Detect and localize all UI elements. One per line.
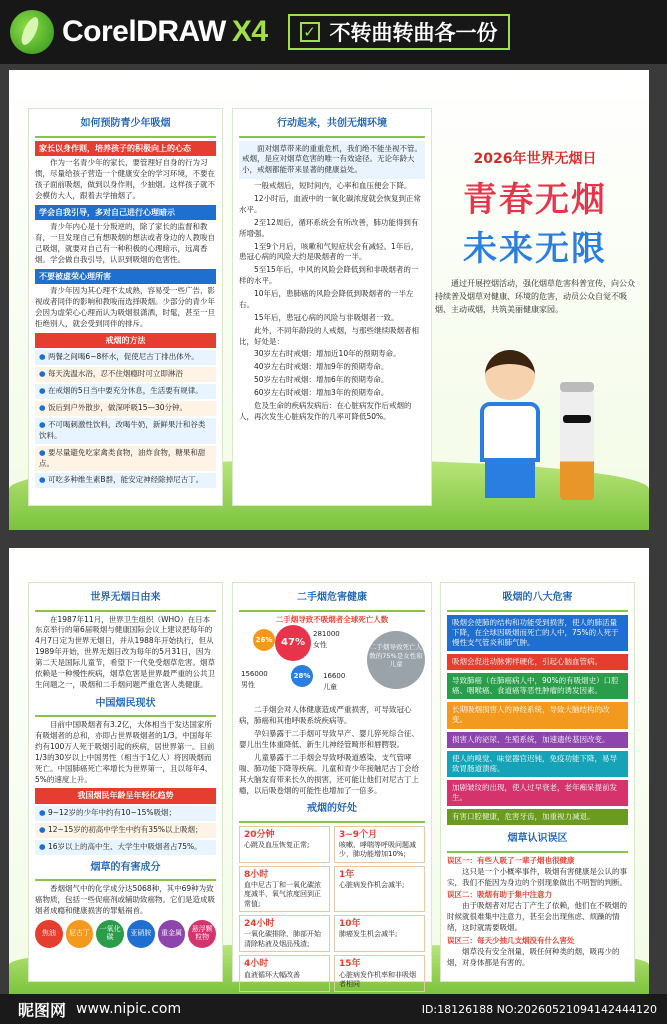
timeline-item: 此外，不同年龄段的人戒烟，与那些继续吸烟者相比，好处是： xyxy=(239,325,419,346)
list-item: ● 9~12岁的少年中约有10~15%吸烟； xyxy=(35,806,216,821)
panel-title: 行动起来，共创无烟环境 xyxy=(239,113,425,138)
panel-action xyxy=(232,108,432,506)
hero-title-line2: 未来无限 xyxy=(463,229,607,269)
section-text: 青少年内心是十分叛逆的，除了家长的监督和教育，一旦发现自己有想吸烟的想法或者身边的人教唆自己吸烟，就要对自己有一种积极的心理暗示，远离香烟。学会做自我引导，认识到吸烟的危害性。 xyxy=(35,222,215,264)
benefit-box: 24小时 一氧化碳排除，肺部开始清除粘液及烟品残渣; xyxy=(239,915,330,952)
stat-value: 16600 xyxy=(323,672,346,681)
list-item: ● 16岁以上的高中生、大学生中吸烟者占75%。 xyxy=(35,840,216,855)
harm-text: 香烟烟气中的化学成分达5068种，其中69种为致癌物质，包括一些促癌剂或辅助致癌物。它们是造成吸烟者成瘾和健康损害的罪魁祸首。 xyxy=(35,884,215,915)
panel-eight-harms xyxy=(440,582,635,982)
hero-date: 2026年世界无烟日 xyxy=(473,151,597,167)
benefit-box: 4小时 血液循环大幅改善 xyxy=(239,955,330,992)
timeline-item: 2至12周后，循环系统会有所改善，肺功能得到有所增强。 xyxy=(239,217,419,238)
panel-title: 二手烟危害健康 xyxy=(239,587,425,612)
panel-title: 世界无烟日由来 xyxy=(35,587,216,612)
watermark-bar xyxy=(0,994,667,1024)
intro-text: 面对烟草带来的重重危机，我们绝不能坐视不管。戒烟，是应对烟草危害的唯一有效途径。无论年龄大小，戒烟都能带来显著的健康益处。 xyxy=(239,141,425,180)
list-item: 长期吸烟损害人的神经系统，导致大脑结构的改变。 xyxy=(447,702,628,728)
timeline-item: 12小时后，血液中的一氧化碳浓度就会恢复到正常水平。 xyxy=(239,194,422,214)
cover-panel xyxy=(435,80,635,316)
panel-title: 吸烟的八大危害 xyxy=(447,587,628,612)
top-bar xyxy=(0,0,667,64)
list-item: ● 要尽量避免吃家禽类食物，油炸食物，糖果和甜点。 xyxy=(35,446,216,472)
benefit-box: 15年 心脏病发作机率和非吸烟者相同 xyxy=(334,955,425,992)
myth-head: 误区二：吸烟有助于集中注意力 xyxy=(447,890,552,900)
panel-title: 中国烟民现状 xyxy=(35,693,216,718)
list-item: 使人的嗅觉、味觉器官迟钝，免疫功能下降，易导致胃肠道溃疡。 xyxy=(447,751,628,777)
check-icon: ✓ xyxy=(300,22,320,42)
body-text: 孕妇暴露于二手烟可导致早产、婴儿猝死综合征、婴儿出生体重降低、新生儿神经管畸形和唇腭裂。 xyxy=(239,729,419,749)
ingredient-chip: 悬浮颗粒物 xyxy=(188,920,216,948)
section-head: 学会自我引导，多对自己进行心理暗示 xyxy=(35,205,216,221)
coreldraw-logo-icon xyxy=(10,10,54,54)
section-head: 不要被虚荣心理所害 xyxy=(35,269,216,285)
hero-title-line1: 青春无烟 xyxy=(463,180,607,220)
timeline-item: 50岁左右时戒烟：增加6年的预期寿命。 xyxy=(254,375,389,385)
stat-circle: 47% xyxy=(275,625,311,661)
watermark-id: ID:18126188 NO:20260521094142444120 xyxy=(421,1002,657,1016)
origin-text: 在1987年11月，世界卫生组织（WHO）在日本东京举行的第6届吸烟与健康国际会议上建议把每年的4月7日定为世界无烟日，并从1988年开始执行，但从1989年开始，世界无烟日改为每年的5月31日，因为第二天是国际儿童节，希望下一代免受烟草危害。烟草依赖是一种慢性疾病，烟草危害是世界最严重的公共卫生问题之一，吸烟和二手烟问题严重危害人类健康。 xyxy=(35,614,215,689)
ingredient-chip: 一氧化碳 xyxy=(96,920,124,948)
panel-secondhand xyxy=(232,582,432,988)
panel-title: 如何预防青少年吸烟 xyxy=(35,113,216,138)
myth-head: 误区一：有些人吸了一辈子烟也很健康 xyxy=(447,855,575,865)
benefit-box: 8小时 血中尼古丁和一氧化碳浓度减半，氧气浓度回到正常值; xyxy=(239,866,330,912)
ingredient-chip: 重金属 xyxy=(158,920,186,948)
myth-text: 由于吸烟者对尼古丁产生了依赖，他们在不吸烟的时候就很难集中注意力，甚至会出现焦虑、烦躁的情绪，这时就需要吸烟。 xyxy=(447,901,627,932)
panel-title: 烟草认识误区 xyxy=(447,828,628,853)
list-item: ● 不可喝刺激性饮料，改喝牛奶，新鲜果汁和谷类饮料。 xyxy=(35,418,216,444)
panel-title: 戒烟的好处 xyxy=(239,798,425,823)
cigarette-mascot-icon xyxy=(560,390,594,500)
section-text: 作为一名青少年的家长，要管理好自身的行为习惯，尽量给孩子营造一个健康安全的学习环境，不要在孩子面前吸烟，做到以身作则，少抽烟。这样孩子就不会模仿大人，跟着去学抽烟了。 xyxy=(35,158,215,200)
timeline-item: 10年后，患肺癌的风险会降低到吸烟者的一半左右。 xyxy=(239,289,414,309)
ingredient-chip: 尼古丁 xyxy=(66,920,94,948)
harm-list xyxy=(447,615,628,826)
section-head: 我国烟民年龄呈年轻化趋势 xyxy=(35,788,216,804)
list-item: ● 在戒烟的5日当中要充分休息，生活要有规律。 xyxy=(35,384,216,399)
timeline-item: 1至9个月后，咳嗽和气短症状会有减轻。1年后，患冠心病的风险大约是吸烟者的一半。 xyxy=(239,241,419,262)
list-item: ● 两餐之间喝6~8杯水，促使尼古丁排出体外。 xyxy=(35,350,216,365)
list-item: 吸烟会使肺的结构和功能受到损害，使人的肺活量下降，在全球因吸烟而死亡的人中，75%的人死于慢性支气管炎和肺气肿。 xyxy=(447,615,628,651)
timeline-item: 30岁左右时戒烟：增加近10年的预期寿命。 xyxy=(254,349,401,359)
chart-subtitle: 二手烟导致不吸烟者全球死亡人数 xyxy=(275,614,389,624)
list-item: 导致肺癌（在肺癌病人中，90%的有吸烟史）口腔癌、咽喉癌、食道癌等恶性肿瘤的诱发因素。 xyxy=(447,673,628,699)
quit-tips-list xyxy=(35,350,216,488)
stat-caption: 二手烟导致死亡人数的75%是女性和儿童 xyxy=(367,631,425,689)
panel-title: 烟草的有害成分 xyxy=(35,857,216,882)
timeline-item: 5至15年后，中风的风险会降低到和非吸烟者的一样的水平。 xyxy=(239,265,419,286)
benefit-box: 1年 心脏病发作机会减半; xyxy=(334,866,425,912)
stat-label: 男性 xyxy=(241,680,255,689)
ingredient-chip: 亚硝胺 xyxy=(127,920,155,948)
list-item: ● 每天洗温水浴，忍不住烟瘾时可立即淋浴 xyxy=(35,367,216,382)
timeline-item: 40岁左右时戒烟：增加9年的预期寿命。 xyxy=(254,362,389,372)
stats-graphic xyxy=(239,625,425,705)
ingredient-chips xyxy=(35,920,216,948)
format-badge: ✓ 不转曲转曲各一份 xyxy=(288,14,510,50)
stat-label: 儿童 xyxy=(323,682,337,691)
benefit-box: 10年 肺癌发生机会减半; xyxy=(334,915,425,952)
boy-illustration xyxy=(470,350,550,500)
list-item: ● 可吃多种维生素B群，能安定神经除掉尼古丁。 xyxy=(35,473,216,488)
section-head: 戒烟的方法 xyxy=(35,333,216,349)
section-head: 家长以身作则，培养孩子的积极向上的心态 xyxy=(35,141,216,157)
stat-circle: 26% xyxy=(253,629,275,651)
panel-origin xyxy=(28,582,223,982)
myth-head: 误区三：每天少抽几支烟没有什么害处 xyxy=(447,935,575,945)
body-text: 儿童暴露于二手烟会导致呼吸道感染、支气管哮喘、肺功能下降等疾病。儿童和青少年接触尼古丁会给其大脑发育带来长久的损害，还可能让他们对尼古丁上瘾，以后吸卷烟的可能性也增加了一倍多。 xyxy=(239,752,419,795)
status-text: 目前中国吸烟者有3.2亿，大体相当于发达国家所有吸烟者的总和，亦即占世界吸烟者的1/3。中国每年约有100万人死于吸烟引起的疾病，居世界第一。目前1/3的30岁以上中国男性（相当于1亿人）将因吸烟而死亡。中国肺癌死亡率增长为世界第一，且以每年4、5%的速度上升。 xyxy=(35,720,215,784)
ingredient-chip: 焦油 xyxy=(35,920,63,948)
watermark-url[interactable]: www.nipic.com xyxy=(76,1001,182,1017)
timeline-item: 一般戒烟后，短时间内，心率和血压便会下降。 xyxy=(254,181,412,191)
app-title: CorelDRAW X4 xyxy=(62,15,268,48)
list-item: 有害口腔健康，危害牙齿，加重视力减退。 xyxy=(447,809,628,825)
stat-value: 156000 xyxy=(241,670,268,679)
stat-value: 281000 xyxy=(313,630,340,639)
list-item: 加剧皱纹的出现，使人过早衰老，老年痴呆提前发生。 xyxy=(447,780,628,806)
body-text: 二手烟会对人体健康造成严重损害，可导致冠心病，肺癌和其他呼吸系统疾病等。 xyxy=(239,705,412,726)
myth-text: 烟草没有安全剂量，吸任何种类的烟，吸再少的烟，对身体都是有害的。 xyxy=(447,946,620,967)
young-trend-list xyxy=(35,806,216,855)
timeline-item: 危及生命的疾病发病后：在心脏病发作后戒烟的人，再次发生心脏病发作的几率可降低50%。 xyxy=(239,400,412,421)
list-item: ● 12~15岁的初高中学生中约有35%以上吸烟； xyxy=(35,823,216,838)
list-item: ● 饭后到户外散步，做深呼吸15—30分钟。 xyxy=(35,401,216,416)
timeline-item: 15年后，患冠心病的风险与非吸烟者一致。 xyxy=(254,312,399,322)
list-item: 吸烟会促进动脉粥样硬化，引起心脑血管病。 xyxy=(447,654,628,670)
section-text: 青少年因为其心理不太成熟，容易受一些广告、影视或者同伴的影响和教唆而选择吸烟。少部分的青少年会因为虚荣心心理而认为吸烟很潇洒，时髦，甚至一旦拒绝别人，就会受到同伴的排斥。 xyxy=(35,286,215,328)
stat-label: 女性 xyxy=(313,640,327,649)
stat-circle: 28% xyxy=(291,665,313,687)
panel-prevention xyxy=(28,108,223,506)
watermark-brand: 昵图网 xyxy=(18,1000,67,1020)
benefit-box: 3~9个月 咳嗽、哮喘等呼吸问题减少，肺功能增加10%; xyxy=(334,826,425,863)
benefit-box: 20分钟 心跳及血压恢复正常; xyxy=(239,826,330,863)
benefit-grid xyxy=(239,826,425,996)
myth-text: 这只是一个小概率事件，吸烟有害健康是公认的事实，我们不能因为身边的个别现象做出不明智的判断。 xyxy=(447,866,627,887)
timeline-item: 60岁左右时戒烟：增加3年的预期寿命。 xyxy=(254,388,389,397)
list-item: 损害人的泌尿、生殖系统，加速遗传基因改变。 xyxy=(447,732,628,748)
hero-paragraph: 通过开展控烟活动，强化烟草危害科普宣传，向公众持续普及烟草对健康、环境的危害，动员公众自觉不吸烟、主动戒烟，共筑美丽健康家园。 xyxy=(435,279,635,314)
